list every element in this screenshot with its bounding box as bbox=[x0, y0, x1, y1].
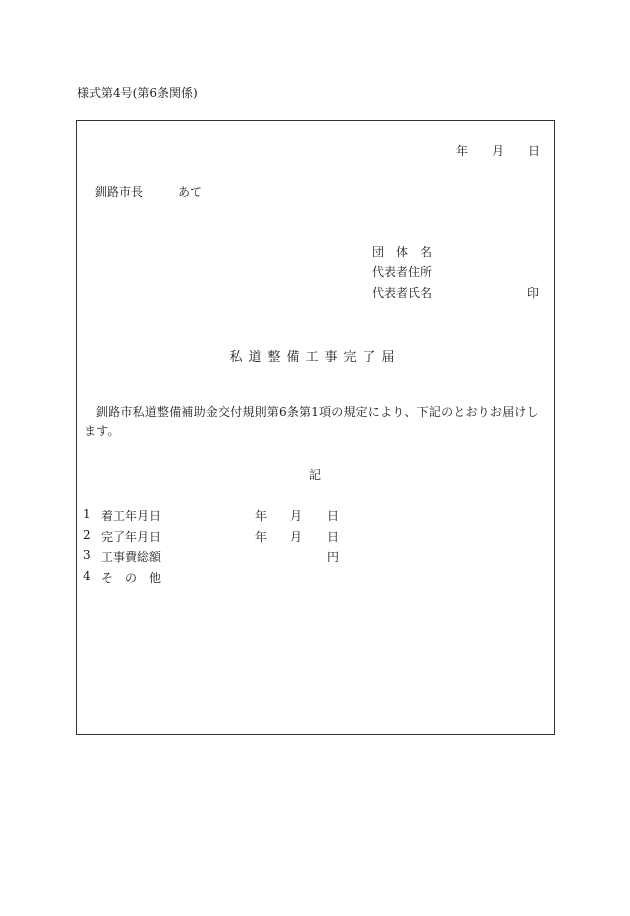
addressee-name: 釧路市長 bbox=[95, 185, 144, 199]
item-number: 3 bbox=[83, 548, 91, 562]
item-label: 着工年月日 bbox=[101, 509, 162, 523]
document-title: 私道整備工事完了届 bbox=[229, 350, 401, 365]
item-label: 完了年月日 bbox=[101, 530, 162, 544]
date-month: 月 bbox=[492, 144, 505, 158]
item-year: 年 bbox=[255, 509, 268, 523]
item-yen: 円 bbox=[327, 550, 340, 564]
ki-heading: 記 bbox=[308, 468, 321, 482]
seal-mark: 印 bbox=[527, 286, 540, 300]
representative-name-label: 代表者氏名 bbox=[372, 286, 433, 300]
body-text: 釧路市私道整備補助金交付規則第6条第1項の規定により、下記のとおりお届けします。 bbox=[84, 405, 539, 438]
item-day: 日 bbox=[327, 509, 340, 523]
item-number: 2 bbox=[83, 528, 91, 542]
addressee-suffix: あて bbox=[178, 185, 203, 199]
group-name-label: 団 体 名 bbox=[372, 245, 433, 259]
item-year: 年 bbox=[255, 530, 268, 544]
form-number: 様式第4号(第6条関係) bbox=[77, 86, 198, 100]
item-number: 4 bbox=[83, 569, 91, 583]
item-month: 月 bbox=[290, 509, 303, 523]
item-number: 1 bbox=[83, 507, 91, 521]
item-month: 月 bbox=[290, 530, 303, 544]
representative-address-label: 代表者住所 bbox=[372, 265, 433, 279]
date-day: 日 bbox=[528, 144, 541, 158]
item-label: そ の 他 bbox=[101, 571, 162, 585]
item-label: 工事費総額 bbox=[101, 550, 162, 564]
item-day: 日 bbox=[327, 530, 340, 544]
date-year: 年 bbox=[456, 144, 469, 158]
